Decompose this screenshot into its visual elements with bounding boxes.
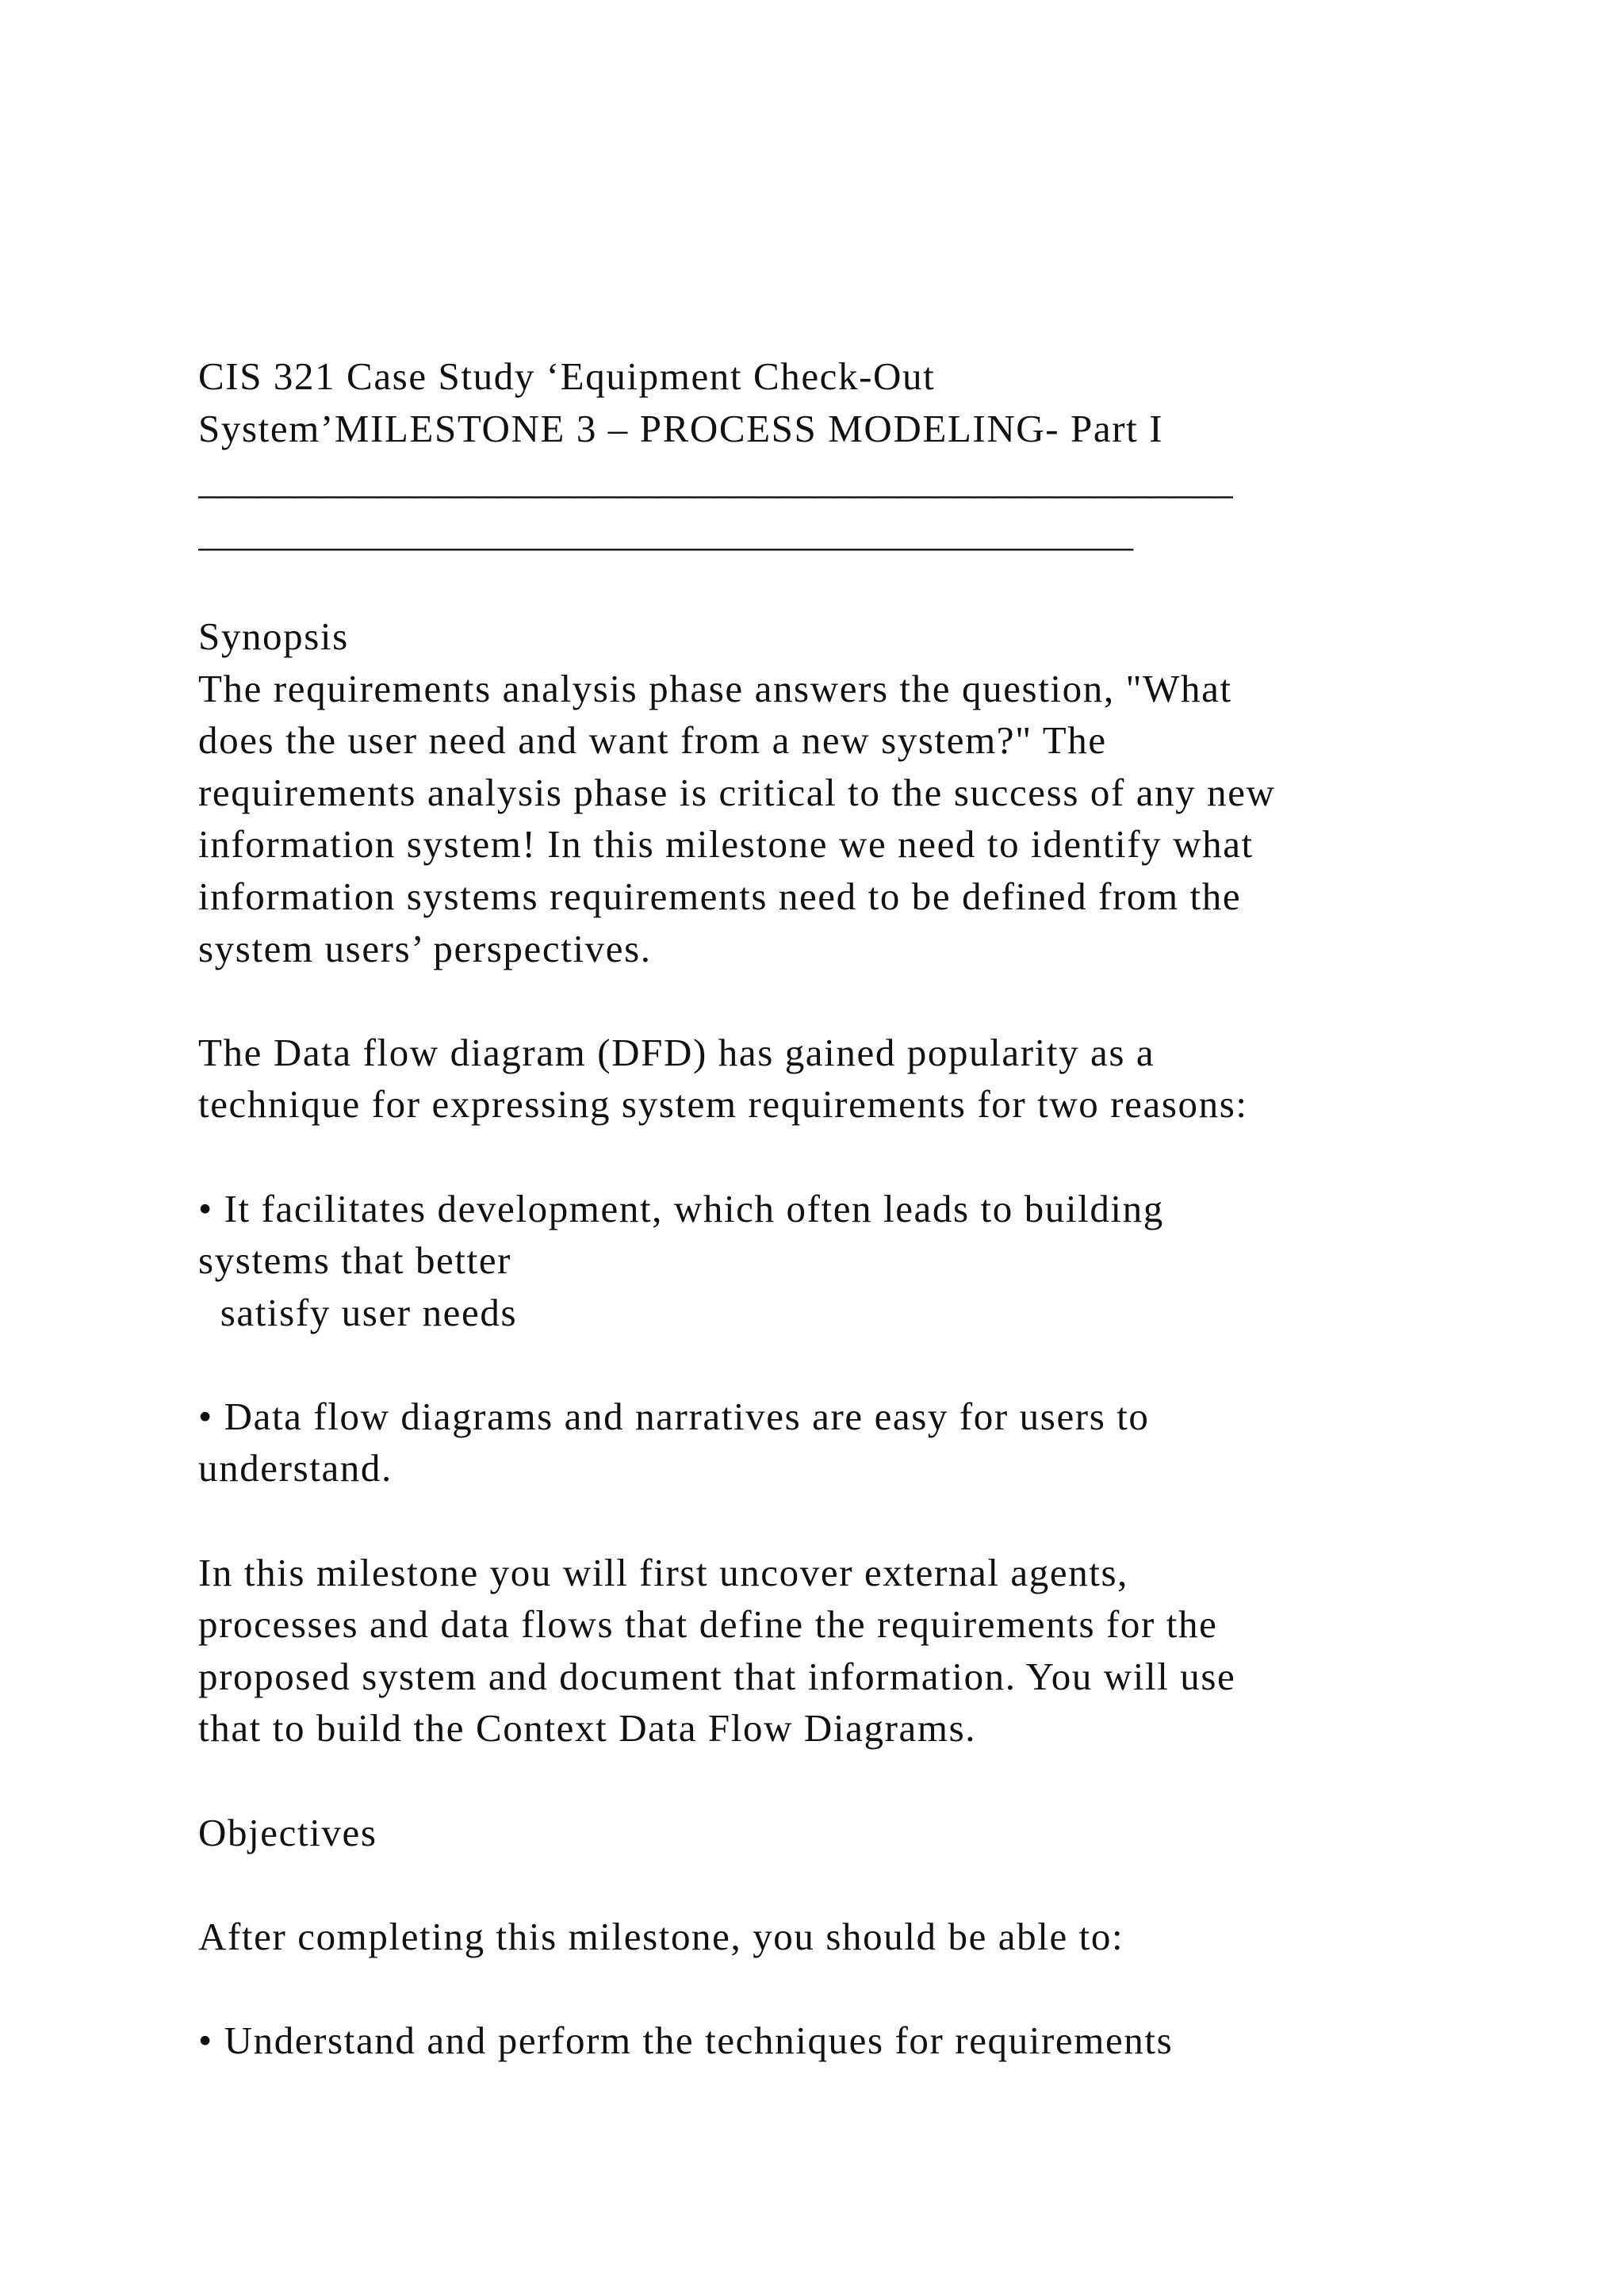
spacer <box>198 1755 1499 1807</box>
milestone-paragraph-line: In this milestone you will first uncover external agents, <box>198 1550 1129 1594</box>
bullet-item-line: satisfy user needs <box>198 1290 518 1334</box>
synopsis-line: system users’ perspectives. <box>198 926 652 970</box>
spacer <box>198 1962 1499 2015</box>
milestone-paragraph-line: processes and data flows that define the requirements for the <box>198 1602 1218 1647</box>
synopsis-heading: Synopsis <box>198 614 349 658</box>
title-line-2: System’MILESTONE 3 – PROCESS MODELING- Part I <box>198 406 1164 450</box>
objective-item: • Understand and perform the techniques for requirements <box>198 2019 1174 2062</box>
underscore-rule-2: _______________________________________________ <box>198 510 1134 554</box>
underscore-rule-1: ____________________________________________________ <box>198 458 1234 503</box>
spacer <box>198 1131 1499 1183</box>
document-body <box>198 350 1499 2067</box>
spacer <box>198 1494 1499 1547</box>
bullet-item-line: systems that better <box>198 1238 512 1283</box>
milestone-paragraph-line: proposed system and document that information. You will use <box>198 1654 1236 1698</box>
spacer <box>198 1338 1499 1391</box>
objectives-intro: After completing this milestone, you should be able to: <box>198 1914 1124 1958</box>
bullet-item-line: understand. <box>198 1446 393 1490</box>
spacer <box>198 974 1499 1027</box>
bullet-item-line: • Data flow diagrams and narratives are easy for users to <box>198 1394 1150 1438</box>
synopsis-line: information system! In this milestone we need to identify what <box>198 822 1254 867</box>
dfd-paragraph-line: technique for expressing system requirements for two reasons: <box>198 1082 1248 1127</box>
objectives-heading: Objectives <box>198 1810 377 1854</box>
milestone-paragraph-line: that to build the Context Data Flow Diagrams. <box>198 1706 977 1751</box>
spacer <box>198 1858 1499 1911</box>
synopsis-line: requirements analysis phase is critical to the success of any new <box>198 770 1276 814</box>
title-line-1: CIS 321 Case Study ‘Equipment Check-Out <box>198 354 936 398</box>
synopsis-line: does the user need and want from a new system?" The <box>198 718 1107 763</box>
bullet-item-line: • It facilitates development, which often leads to building <box>198 1186 1164 1230</box>
synopsis-line: The requirements analysis phase answers the question, "What <box>198 666 1232 710</box>
dfd-paragraph-line: The Data flow diagram (DFD) has gained popularity as a <box>198 1030 1155 1074</box>
synopsis-line: information systems requirements need to be defined from the <box>198 874 1242 918</box>
spacer <box>198 558 1499 610</box>
